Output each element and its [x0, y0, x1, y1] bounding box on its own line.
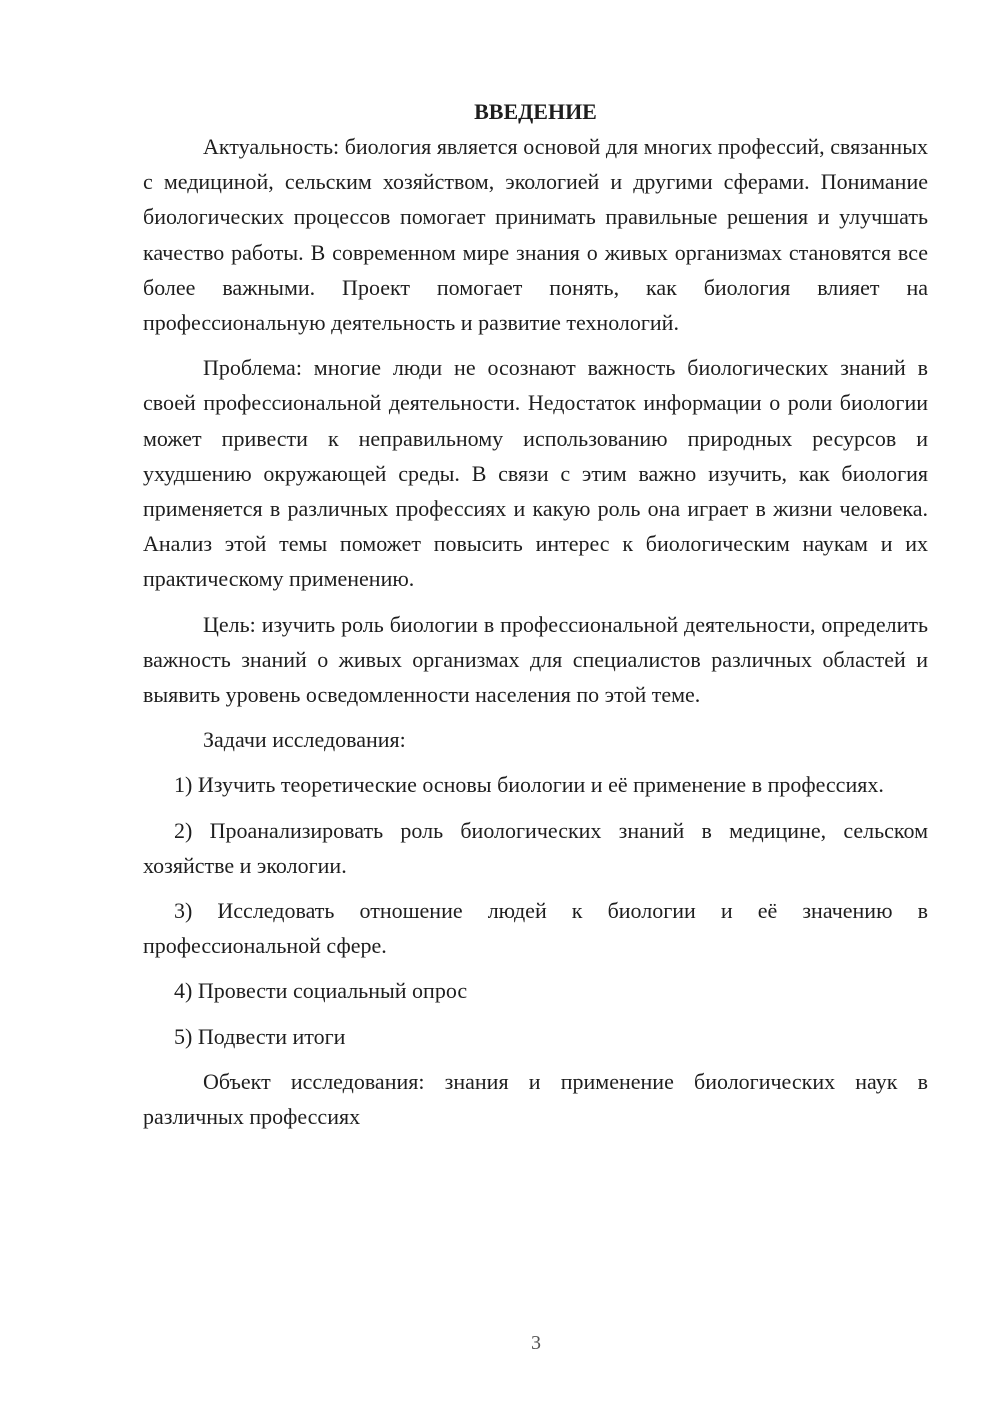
- page-number: 3: [531, 1332, 541, 1354]
- task-item-5: 5) Подвести итоги: [174, 1023, 346, 1049]
- paragraph-relevance: Актуальность: биология является основой для многих профессий, связанных с медициной, сельским хозяйством, экологией и другими сферами. Понимание биологических процессов помогает принимать правильные решения и улучшать качество работы. В современном мире знания о живых организмах становятся все более важными. Проект помогает понять, как биология влияет на профессиональную деятельность и развитие технологий.: [143, 134, 928, 336]
- paragraph-object: Объект исследования: знания и применение биологических наук в различных профессиях: [143, 1068, 928, 1130]
- paragraph-problem: Проблема: многие люди не осознают важность биологических знаний в своей профессиональной деятельности. Недостаток информации о роли биологии может привести к неправильному использованию природных ресурсов и ухудшению окружающей среды. В связи с этим важно изучить, как биология применяется в различных профессиях и какую роль она играет в жизни человека. Анализ этой темы поможет повысить интерес к биологическим наукам и их практическому применению.: [143, 355, 928, 592]
- document-body: [143, 94, 928, 1144]
- tasks-heading: Задачи исследования:: [203, 727, 406, 753]
- task-item-4: 4) Провести социальный опрос: [174, 978, 468, 1004]
- task-item-3: 3) Исследовать отношение людей к биологии и её значению в профессиональной сфере.: [143, 898, 928, 959]
- paragraph-goal: Цель: изучить роль биологии в профессиональной деятельности, определить важность знаний о живых организмах для специалистов различных областей и выявить уровень осведомленности населения по этой теме.: [143, 611, 928, 708]
- task-item-2: 2) Проанализировать роль биологических знаний в медицине, сельском хозяйстве и экологии.: [143, 817, 928, 878]
- section-title: ВВЕДЕНИЕ: [474, 99, 597, 124]
- task-item-1: 1) Изучить теоретические основы биологии и её применение в профессиях.: [174, 772, 884, 798]
